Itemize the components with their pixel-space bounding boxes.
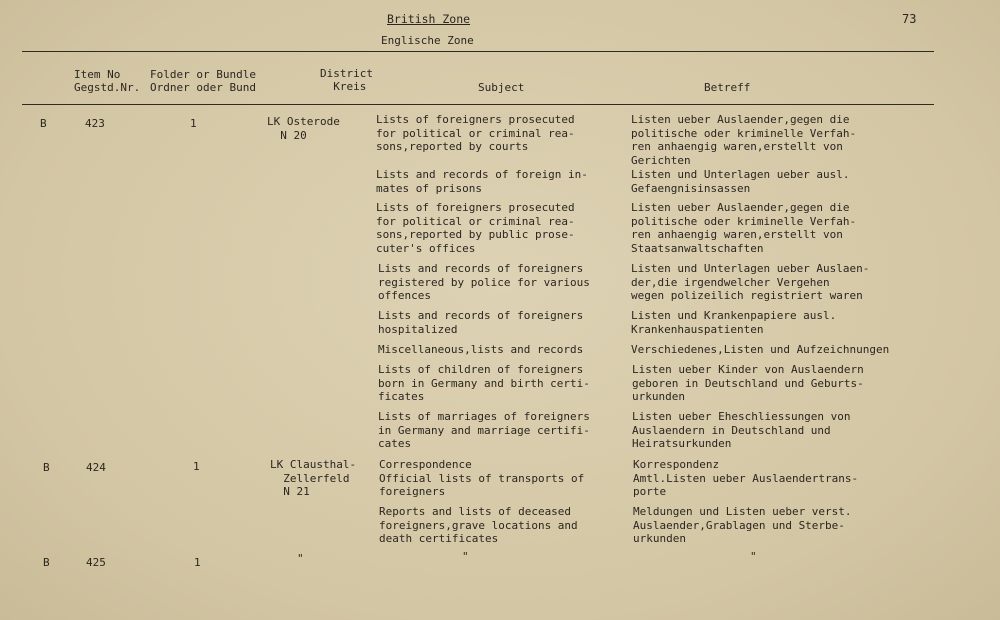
subject-en: Correspondence Official lists of transports of foreigners [379, 458, 585, 498]
entry-category: B [43, 556, 50, 569]
subject-de: Listen und Krankenpapiere ausl. Krankenhauspatienten [631, 309, 837, 336]
page-number: 73 [902, 12, 917, 26]
col-item-no: Item No Gegstd.Nr. [74, 68, 141, 94]
entry-item-no: 424 [86, 461, 106, 474]
subject-de: Listen ueber Kinder von Auslaendern geboren in Deutschland und Geburts- urkunden [632, 363, 864, 403]
col-district: District Kreis [320, 67, 373, 93]
zone-subtitle: Englische Zone [381, 34, 474, 47]
entry-category: B [43, 461, 50, 474]
subject-de: Listen ueber Auslaender,gegen die politische oder kriminelle Verfah- ren anhaengig waren,erstellt von Gerichten [631, 113, 857, 167]
subject-en: Reports and lists of deceased foreigners,grave locations and death certificates [379, 505, 578, 545]
subject-de: Listen und Unterlagen ueber Auslaen- der,die irgendwelcher Vergehen wegen polizeilich registriert waren [631, 262, 870, 302]
subject-de: Meldungen und Listen ueber verst. Auslaender,Grablagen und Sterbe- urkunden [633, 505, 852, 545]
subject-en: Lists and records of foreigners registered by police for various offences [378, 262, 590, 302]
subject-de: Listen ueber Auslaender,gegen die politische oder kriminelle Verfah- ren anhaengig waren,erstellt von Staatsanwaltschaften [631, 201, 857, 255]
subject-de: " [750, 550, 757, 563]
header-bottom-rule [22, 104, 934, 105]
subject-en: Lists and records of foreigners hospitalized [378, 309, 584, 336]
col-betreff: Betreff [704, 81, 751, 94]
subject-en: Lists of children of foreigners born in Germany and birth certi- ficates [378, 363, 590, 403]
subject-de: Verschiedenes,Listen und Aufzeichnungen [631, 343, 890, 356]
subject-en: " [462, 550, 469, 563]
entry-district: LK Osterode N 20 [267, 115, 340, 142]
entry-category: B [40, 117, 47, 130]
entry-folder: 1 [193, 460, 200, 473]
header-top-rule [22, 51, 934, 52]
subject-de: Listen ueber Eheschliessungen von Auslaendern in Deutschland und Heiratsurkunden [632, 410, 851, 450]
entry-district: LK Clausthal- Zellerfeld N 21 [270, 458, 357, 498]
entry-item-no: 425 [86, 556, 106, 569]
subject-de: Korrespondenz Amtl.Listen ueber Auslaendertrans- porte [633, 458, 859, 498]
entry-district: " [297, 552, 304, 565]
subject-en: Lists of foreigners prosecuted for political or criminal rea- sons,reported by public prose- cuter's offices [376, 201, 575, 255]
subject-en: Miscellaneous,lists and records [378, 343, 584, 356]
entry-item-no: 423 [85, 117, 105, 130]
zone-title: British Zone [387, 12, 471, 26]
subject-de: Listen und Unterlagen ueber ausl. Gefaengnisinsassen [631, 168, 850, 195]
subject-en: Lists of marriages of foreigners in Germany and marriage certifi- cates [378, 410, 590, 450]
entry-folder: 1 [194, 556, 201, 569]
subject-en: Lists of foreigners prosecuted for political or criminal rea- sons,reported by courts [376, 113, 575, 153]
entry-folder: 1 [190, 117, 197, 130]
col-subject: Subject [478, 81, 525, 94]
subject-en: Lists and records of foreign in- mates of prisons [376, 168, 588, 195]
col-folder: Folder or Bundle Ordner oder Bund [150, 68, 256, 94]
